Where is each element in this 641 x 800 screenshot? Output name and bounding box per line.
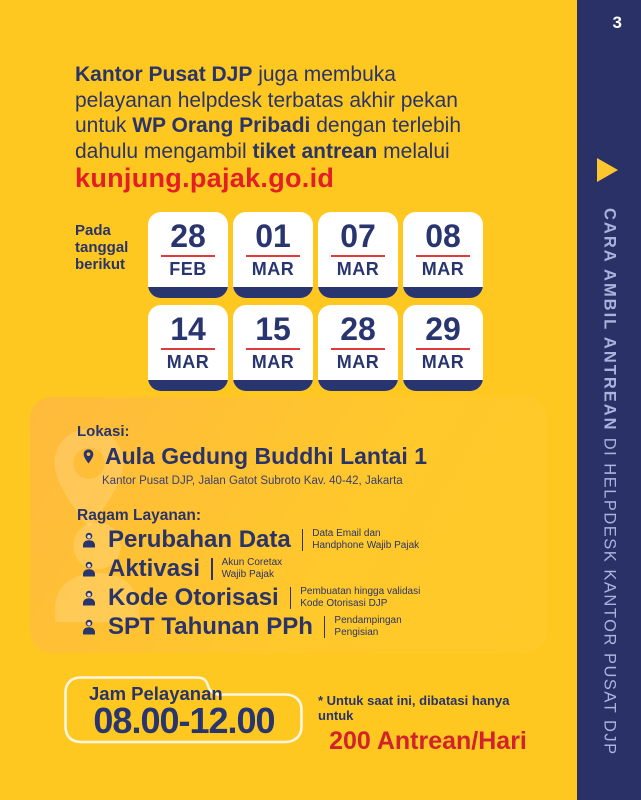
limit-note xyxy=(318,693,538,756)
opening-hours-box xyxy=(64,676,303,744)
service-list xyxy=(80,525,540,641)
service-item xyxy=(80,612,540,641)
service-name: Perubahan Data xyxy=(108,525,291,553)
date-card-footer xyxy=(233,287,313,298)
hours-label: Jam Pelayanan xyxy=(89,683,223,704)
date-grid xyxy=(148,212,483,391)
intro-text-segment: untuk xyxy=(75,114,133,137)
date-card xyxy=(318,212,398,298)
service-separator xyxy=(324,616,326,638)
date-card xyxy=(148,305,228,391)
service-name: Kode Otorisasi xyxy=(108,583,279,611)
sidebar-title-rest: DI HELPDESK KANTOR PUSAT DJP xyxy=(600,431,619,756)
intro-paragraph xyxy=(75,62,535,164)
info-card xyxy=(30,397,547,653)
date-month: FEB xyxy=(169,259,207,279)
date-card xyxy=(318,305,398,391)
dates-label: Pada tanggal berikut xyxy=(75,222,129,273)
page-number: 3 xyxy=(612,13,622,32)
intro-text-segment: WP Orang Pribadi xyxy=(132,114,311,137)
service-description: Pendampingan Pengisian xyxy=(334,615,402,638)
venue-name: Aula Gedung Buddhi Lantai 1 xyxy=(105,443,427,469)
date-divider xyxy=(161,348,215,350)
person-icon xyxy=(80,560,98,578)
intro-text-segment: dahulu mengambil xyxy=(75,139,253,163)
location-heading: Lokasi: xyxy=(77,423,130,440)
queue-website-link[interactable]: kunjung.pajak.go.id xyxy=(75,163,335,193)
date-day: 01 xyxy=(255,218,291,254)
service-name: Aktivasi xyxy=(108,554,201,582)
sidebar-title xyxy=(600,208,619,756)
date-card xyxy=(148,212,228,298)
intro-text-segment: tiket antrean xyxy=(252,139,378,163)
date-divider xyxy=(416,348,470,350)
location-pin-icon xyxy=(80,446,97,467)
intro-text-segment: Kantor Pusat DJP xyxy=(75,63,253,86)
date-month: MAR xyxy=(336,352,380,372)
date-day: 07 xyxy=(340,218,376,254)
date-month: MAR xyxy=(421,352,465,372)
date-day: 28 xyxy=(340,311,376,347)
date-card xyxy=(403,212,483,298)
service-name: SPT Tahunan PPh xyxy=(108,612,313,640)
intro-text-segment: dengan terlebih xyxy=(310,114,461,137)
service-separator xyxy=(302,529,304,551)
person-icon xyxy=(80,589,98,607)
service-separator xyxy=(211,558,213,580)
intro-text-segment: juga membuka xyxy=(252,63,396,86)
sidebar xyxy=(577,0,641,800)
date-day: 28 xyxy=(170,218,206,254)
date-divider xyxy=(416,255,470,257)
play-arrow-icon xyxy=(597,158,618,182)
service-description: Data Email dan Handphone Wajib Pajak xyxy=(312,528,420,551)
service-description: Pembuatan hingga validasi Kode Otorisasi DJP xyxy=(300,586,421,609)
date-day: 08 xyxy=(425,218,461,254)
date-card-footer xyxy=(233,380,313,391)
person-icon xyxy=(80,531,98,549)
service-separator xyxy=(290,587,292,609)
date-card-footer xyxy=(318,287,398,298)
date-month: MAR xyxy=(251,352,295,372)
date-card xyxy=(403,305,483,391)
intro-text-segment: melalui xyxy=(377,139,450,163)
date-day: 29 xyxy=(425,311,461,347)
date-card-footer xyxy=(148,380,228,391)
date-day: 15 xyxy=(255,311,291,347)
date-card-footer xyxy=(148,287,228,298)
limit-note-text: * Untuk saat ini, dibatasi hanya untuk xyxy=(318,693,510,723)
date-card-footer xyxy=(403,380,483,391)
date-card-footer xyxy=(318,380,398,391)
intro-text-segment: pelayanan helpdesk terbatas akhir pekan xyxy=(75,88,458,112)
hours-time: 08.00-12.00 xyxy=(93,700,275,741)
service-item xyxy=(80,554,540,583)
date-card xyxy=(233,212,313,298)
date-month: MAR xyxy=(336,259,380,279)
sidebar-title-bold: CARA AMBIL ANTREAN xyxy=(600,208,619,432)
date-month: MAR xyxy=(421,259,465,279)
date-divider xyxy=(331,348,385,350)
date-divider xyxy=(246,255,300,257)
date-day: 14 xyxy=(170,311,206,347)
date-divider xyxy=(331,255,385,257)
date-month: MAR xyxy=(166,352,210,372)
date-card-footer xyxy=(403,287,483,298)
service-item xyxy=(80,583,540,612)
person-icon xyxy=(80,618,98,636)
venue-address: Kantor Pusat DJP, Jalan Gatot Subroto Kav. 40-42, Jakarta xyxy=(102,475,403,487)
limit-note-value: 200 Antrean/Hari xyxy=(329,727,527,755)
date-month: MAR xyxy=(251,259,295,279)
date-divider xyxy=(161,255,215,257)
service-description: Akun Coretax Wajib Pajak xyxy=(221,557,283,580)
date-card xyxy=(233,305,313,391)
service-item xyxy=(80,525,540,554)
services-heading: Ragam Layanan: xyxy=(77,507,202,524)
date-divider xyxy=(246,348,300,350)
